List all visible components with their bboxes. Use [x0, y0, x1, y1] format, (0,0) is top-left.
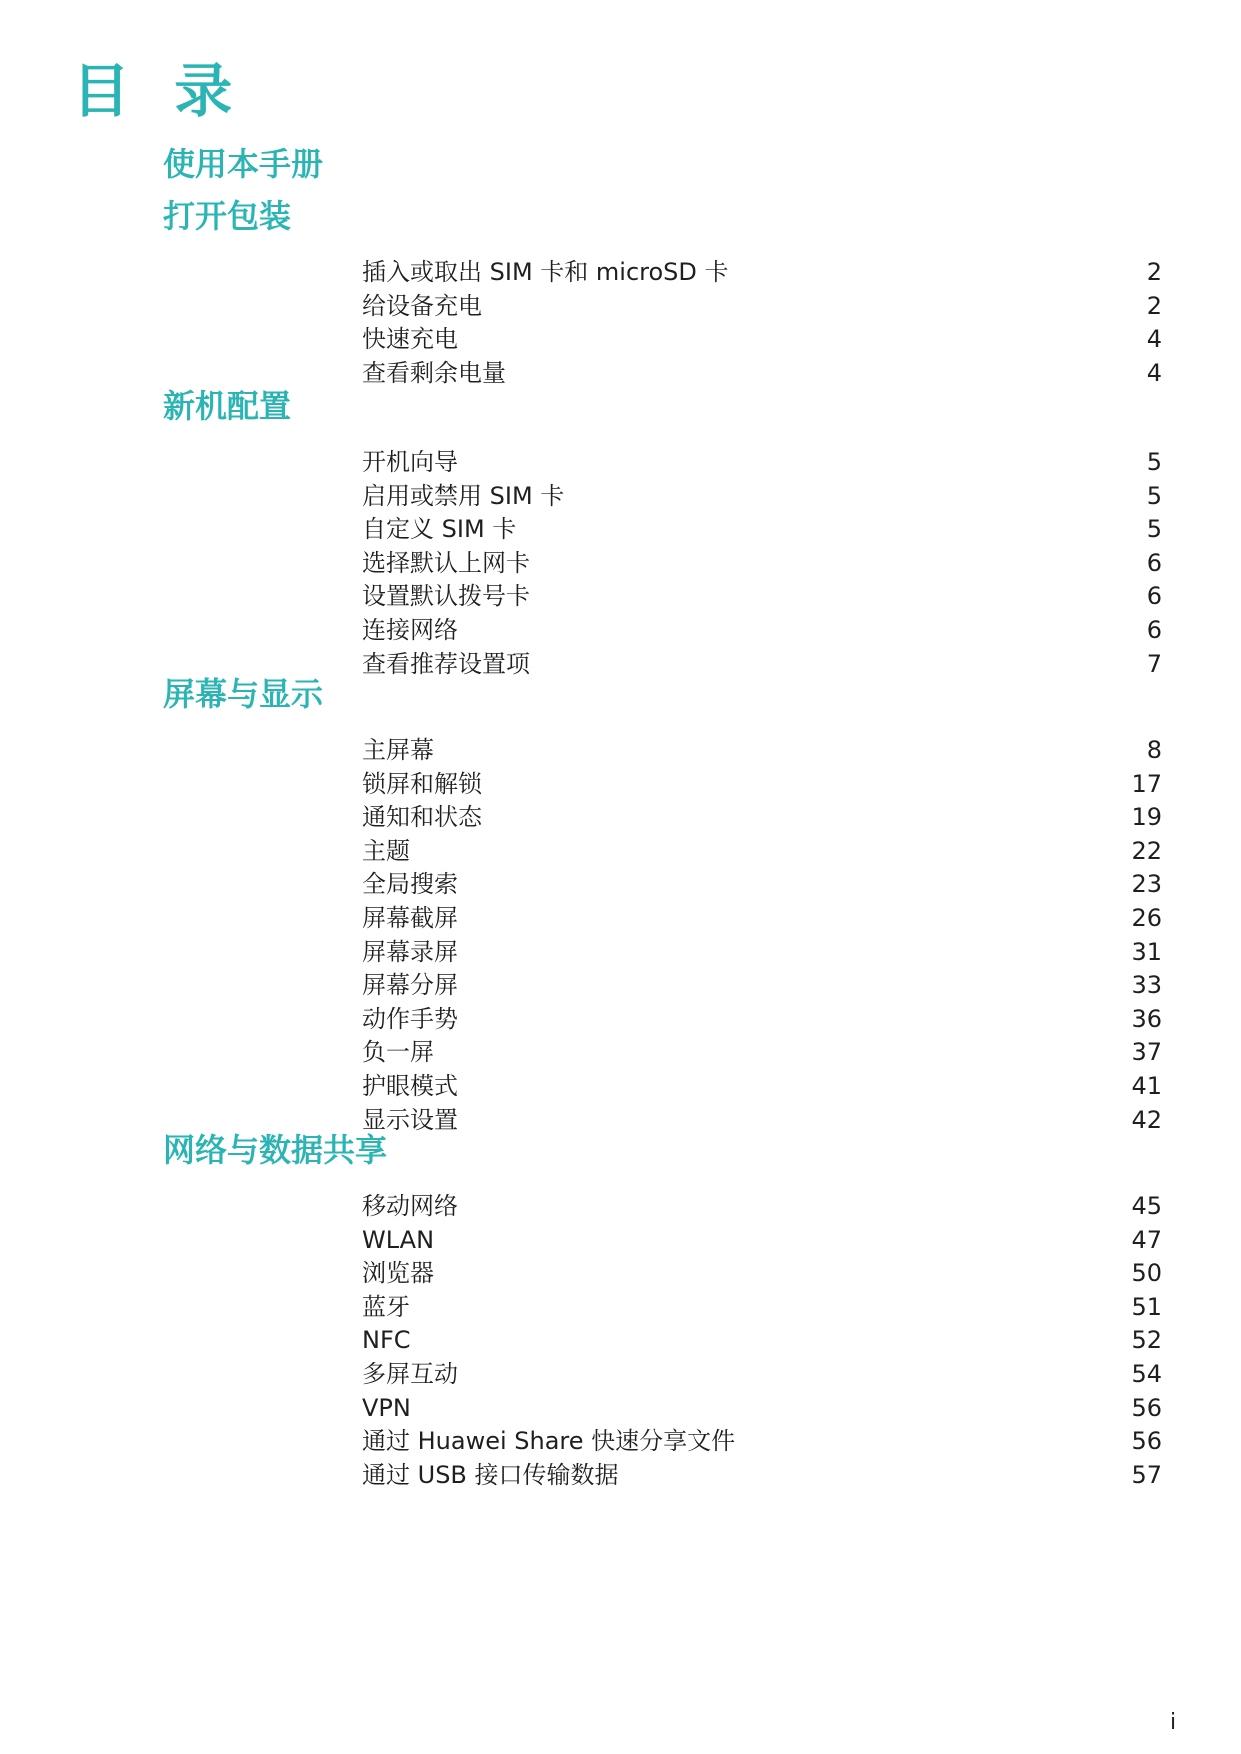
- toc-entry-label: 查看推荐设置项: [362, 649, 530, 678]
- toc-entry[interactable]: [362, 1391, 1162, 1425]
- toc-entry[interactable]: [362, 289, 1162, 323]
- toc-entry[interactable]: [362, 546, 1162, 580]
- toc-entry[interactable]: [362, 1189, 1162, 1223]
- toc-entry[interactable]: [362, 322, 1162, 356]
- toc-entry[interactable]: [362, 1424, 1162, 1458]
- toc-entry-page: 52: [1131, 1326, 1162, 1355]
- toc-entry[interactable]: [362, 1290, 1162, 1324]
- toc-entry[interactable]: [362, 1002, 1162, 1036]
- toc-entry-label: WLAN: [362, 1225, 435, 1254]
- toc-entry-label: 全局搜索: [362, 870, 458, 899]
- toc-entry-label: 主屏幕: [362, 736, 434, 764]
- toc-entry-label: 护眼模式: [362, 1072, 458, 1100]
- toc-entry-page: 4: [1146, 358, 1162, 387]
- toc-entry-label: 快速充电: [362, 325, 458, 354]
- section-title[interactable]: 网络与数据共享: [163, 1131, 388, 1169]
- toc-entry-label: 浏览器: [362, 1259, 434, 1288]
- toc-entry-page: 57: [1131, 1460, 1162, 1489]
- toc-entry-page: 37: [1131, 1038, 1162, 1067]
- toc-entry[interactable]: [362, 935, 1162, 969]
- section-title[interactable]: 打开包装: [163, 197, 292, 235]
- toc-entry-page: 2: [1146, 291, 1162, 320]
- toc-entry-label: 主题: [362, 836, 410, 865]
- toc-entry-label: 给设备充电: [362, 291, 482, 320]
- page-number: i: [1170, 1710, 1177, 1735]
- toc-entry-label: 开机向导: [362, 448, 458, 476]
- toc-entry-page: 6: [1146, 616, 1162, 644]
- toc-entry-label: 锁屏和解锁: [362, 769, 482, 798]
- toc-entry[interactable]: [362, 1323, 1162, 1357]
- toc-entry[interactable]: [362, 834, 1162, 868]
- toc-entry-page: 45: [1131, 1192, 1162, 1220]
- toc-entry-page: 7: [1146, 649, 1162, 678]
- toc-entry-label: 屏幕截屏: [362, 904, 458, 932]
- toc-entry-page: 56: [1131, 1393, 1162, 1422]
- toc-entry-page: 8: [1146, 736, 1162, 764]
- toc-entry[interactable]: [362, 800, 1162, 834]
- toc-entry-page: 31: [1131, 937, 1162, 966]
- toc-entry-page: 19: [1131, 803, 1162, 832]
- toc-entry-page: 5: [1146, 515, 1162, 544]
- toc-entry[interactable]: [362, 1256, 1162, 1290]
- toc-entry-label: 蓝牙: [362, 1292, 410, 1321]
- toc-entry[interactable]: [362, 613, 1162, 647]
- toc-entry-page: 17: [1131, 769, 1162, 798]
- toc-entry-label: 负一屏: [362, 1038, 434, 1067]
- toc-entry-label: 设置默认拨号卡: [362, 582, 530, 611]
- toc-entry-page: 2: [1146, 258, 1162, 286]
- toc-entry-page: 50: [1131, 1259, 1162, 1288]
- section-title[interactable]: 屏幕与显示: [163, 675, 324, 713]
- toc-entry-label: 查看剩余电量: [362, 358, 506, 387]
- section-title[interactable]: 使用本手册: [163, 145, 324, 183]
- toc-entry[interactable]: [362, 445, 1162, 479]
- toc-entry[interactable]: [362, 1357, 1162, 1391]
- page-title: 目 录: [72, 57, 245, 125]
- toc-entry-page: 42: [1131, 1105, 1162, 1134]
- toc-entry-page: 54: [1131, 1360, 1162, 1388]
- section-title[interactable]: 新机配置: [163, 387, 292, 425]
- toc-entry-page: 33: [1131, 971, 1162, 1000]
- toc-entry-page: 26: [1131, 904, 1162, 932]
- toc-entry-page: 4: [1146, 325, 1162, 354]
- toc-entry[interactable]: [362, 356, 1162, 390]
- toc-entry-page: 36: [1131, 1004, 1162, 1033]
- toc-entry[interactable]: [362, 579, 1162, 613]
- toc-entry-page: 5: [1146, 481, 1162, 510]
- toc-entry-label: 屏幕录屏: [362, 937, 458, 966]
- toc-entry-page: 23: [1131, 870, 1162, 899]
- toc-entry-label: 启用或禁用 SIM 卡: [362, 481, 565, 510]
- toc-entry-page: 47: [1131, 1225, 1162, 1254]
- toc-entry-label: 连接网络: [362, 616, 458, 644]
- toc-entry-label: 多屏互动: [362, 1360, 458, 1388]
- toc-entry-label: 通过 Huawei Share 快速分享文件: [362, 1427, 736, 1456]
- toc-entry[interactable]: [362, 479, 1162, 513]
- toc-entry-label: 选择默认上网卡: [362, 548, 530, 577]
- toc-entry[interactable]: [362, 512, 1162, 546]
- toc-entry[interactable]: [362, 901, 1162, 935]
- toc-entry-label: 移动网络: [362, 1192, 458, 1220]
- toc-entry[interactable]: [362, 1223, 1162, 1257]
- toc-entry[interactable]: [362, 255, 1162, 289]
- toc-entry[interactable]: [362, 1103, 1162, 1137]
- toc-entry-label: NFC: [362, 1326, 411, 1355]
- toc-entry[interactable]: [362, 1035, 1162, 1069]
- toc-entry-page: 5: [1146, 448, 1162, 476]
- toc-entry[interactable]: [362, 1458, 1162, 1492]
- toc-entry-label: 动作手势: [362, 1004, 458, 1033]
- toc-entry-label: 屏幕分屏: [362, 971, 458, 1000]
- toc-entry[interactable]: [362, 867, 1162, 901]
- toc-entry-label: 显示设置: [362, 1105, 458, 1134]
- toc-entry[interactable]: [362, 1069, 1162, 1103]
- toc-entry-page: 56: [1131, 1427, 1162, 1456]
- toc-entry-page: 6: [1146, 548, 1162, 577]
- toc-entry-page: 22: [1131, 836, 1162, 865]
- toc-entry-label: 通知和状态: [362, 803, 482, 832]
- toc-entry[interactable]: [362, 767, 1162, 801]
- toc-entry[interactable]: [362, 968, 1162, 1002]
- toc-entry[interactable]: [362, 733, 1162, 767]
- toc-entry[interactable]: [362, 647, 1162, 681]
- toc-entry-label: 通过 USB 接口传输数据: [362, 1460, 619, 1489]
- toc-entry-label: VPN: [362, 1393, 411, 1422]
- toc-entry-page: 41: [1131, 1072, 1162, 1100]
- toc-entry-label: 自定义 SIM 卡: [362, 515, 517, 544]
- toc-entry-page: 6: [1146, 582, 1162, 611]
- toc-entry-page: 51: [1131, 1292, 1162, 1321]
- toc-entry-label: 插入或取出 SIM 卡和 microSD 卡: [362, 258, 729, 286]
